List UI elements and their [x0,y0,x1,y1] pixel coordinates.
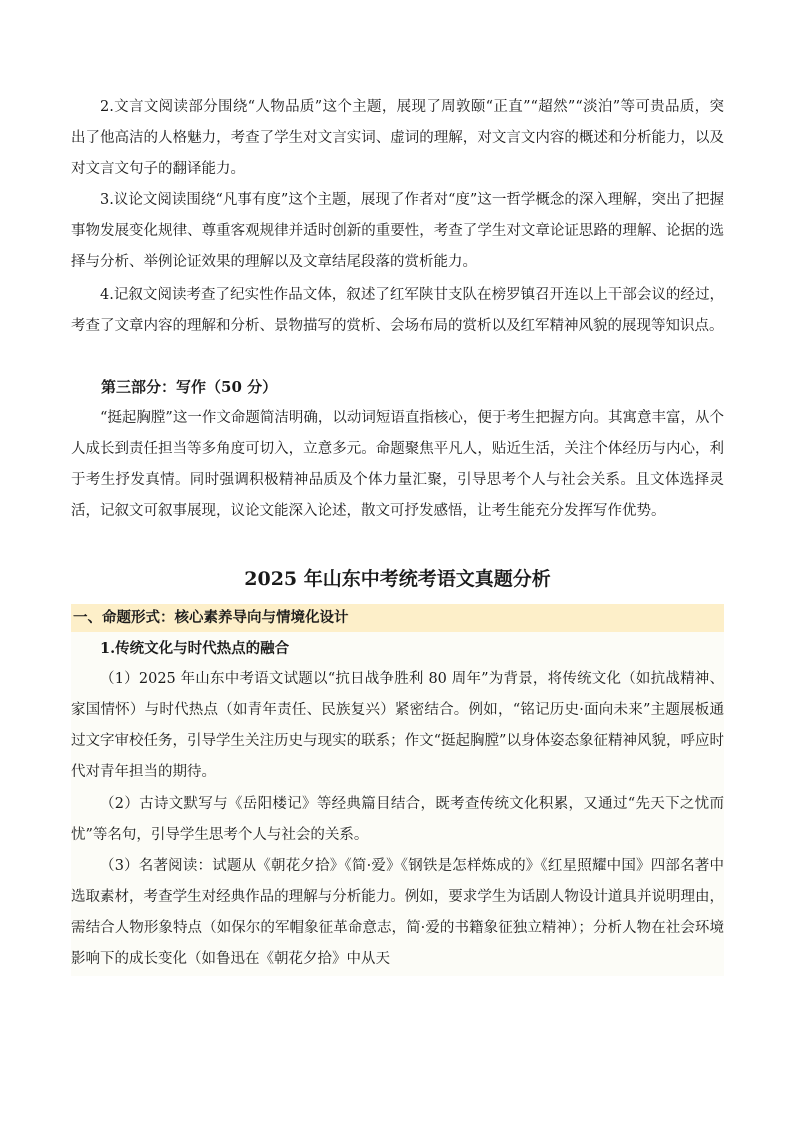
paragraph-narrative: 4.记叙文阅读考查了纪实性作品文体，叙述了红军陕甘支队在榜罗镇召开连以上干部会议的经过，考查了文章内容的理解和分析、景物描写的赏析、会场布局的赏析以及红军精神风貌的展现等知识点。 [71,287,724,334]
item-2: （2）古诗文默写与《岳阳楼记》等经典篇目结合，既考查传统文化积累，又通过“先天下之忧而忧”等名句，引导学生思考个人与社会的关系。 [71,796,724,843]
paragraph-classical-chinese: 2.文言文阅读部分围绕“人物品质”这个主题，展现了周敦颐“正直”“超然”“淡泊”等可贵品质，突出了他高洁的人格魅力，考查了学生对文言实词、虚词的理解，对文言文内容的概述和分析能力，以及对文言文句子的翻译能力。 [71,99,724,177]
item-1: （1）2025 年山东中考语文试题以“抗日战争胜利 80 周年”为背景，将传统文化（如抗战精神、家国情怀）与时代热点（如青年责任、民族复兴）紧密结合。例如，“铭记历史·面向未来”主题展板通过文字审校任务，引导学生关注历史与现实的联系；作文“挺起胸膛”以身体姿态象征精神风貌，呼应时代对青年担当的期待。 [71,671,724,780]
paragraph-writing: “挺起胸膛”这一作文命题简洁明确，以动词短语直指核心，便于考生把握方向。其寓意丰富，从个人成长到责任担当等多角度可切入，立意多元。命题聚焦平凡人，贴近生活，关注个体经历与内心，利于考生抒发真情。同时强调积极精神品质及个体力量汇聚，引导思考个人与社会关系。且文体选择灵活，记叙文可叙事展现，议论文能深入论述，散文可抒发感悟，让考生能充分发挥写作优势。 [71,410,724,519]
part3-heading: 第三部分：写作（50 分） [101,378,278,396]
document-title: 2025 年山东中考统考语文真题分析 [244,568,551,590]
section-heading-band: 一、命题形式：核心素养导向与情境化设计 [71,604,724,632]
paragraph-argumentative: 3.议论文阅读围绕“凡事有度”这个主题，展现了作者对“度”这一哲学概念的深入理解，突出了把握事物发展变化规律、尊重客观规律并适时创新的重要性，考查了学生对文章论证思路的理解、论据的选择与分析、举例论证效果的理解以及文章结尾段落的赏析能力。 [71,192,724,270]
subheading-tradition-culture: 1.传统文化与时代热点的融合 [100,640,290,657]
item-3: （3）名著阅读：试题从《朝花夕拾》《简·爱》《钢铁是怎样炼成的》《红星照耀中国》四部名著中选取素材，考查学生对经典作品的理解与分析能力。例如，要求学生为话剧人物设计道具并说明理由，需结合人物形象特点（如保尔的军帽象征革命意志，简·爱的书籍象征独立精神）；分析人物在社会环境影响下的成长变化（如鲁迅在《朝花夕拾》中从天 [71,858,724,967]
